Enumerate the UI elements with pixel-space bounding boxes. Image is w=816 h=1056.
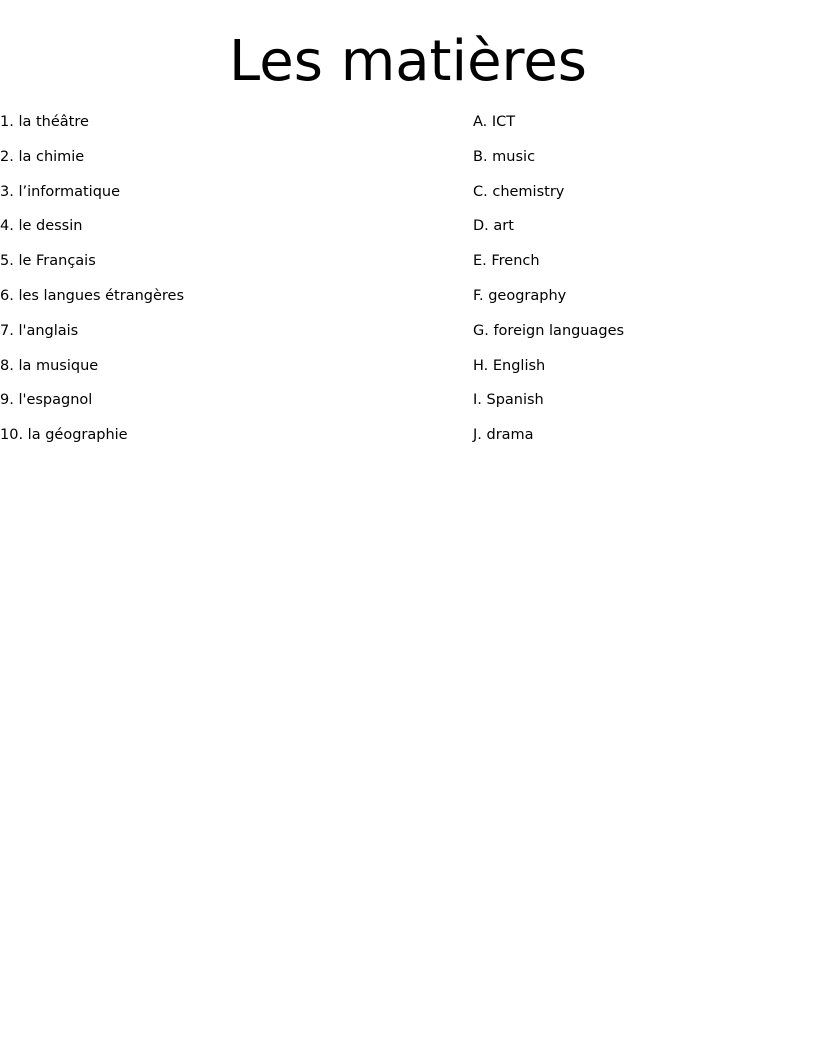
french-term: 3. l’informatique [0,183,121,200]
page-title: Les matières [229,29,587,94]
english-terms-list [473,112,803,460]
french-term: 9. l'espagnol [0,392,93,409]
english-term: J. drama [473,427,534,444]
french-term: 2. la chimie [0,148,85,165]
french-term: 6. les langues étrangères [0,287,185,304]
english-term: F. geography [473,287,567,304]
french-term: 5. le Français [0,253,96,270]
english-term: I. Spanish [473,392,544,409]
english-term: C. chemistry [473,183,565,200]
english-term: E. French [473,253,540,270]
french-term: 7. l'anglais [0,322,79,339]
english-term: A. ICT [473,114,516,130]
english-term: G. foreign languages [473,322,625,339]
french-term: 4. le dessin [0,218,83,235]
english-term: B. music [473,148,536,165]
english-term: D. art [473,218,514,235]
french-term: 10. la géographie [0,427,128,444]
french-term: 1. la théâtre [0,114,89,130]
french-terms-list [0,112,440,460]
french-term: 8. la musique [0,357,99,374]
english-term: H. English [473,357,546,374]
